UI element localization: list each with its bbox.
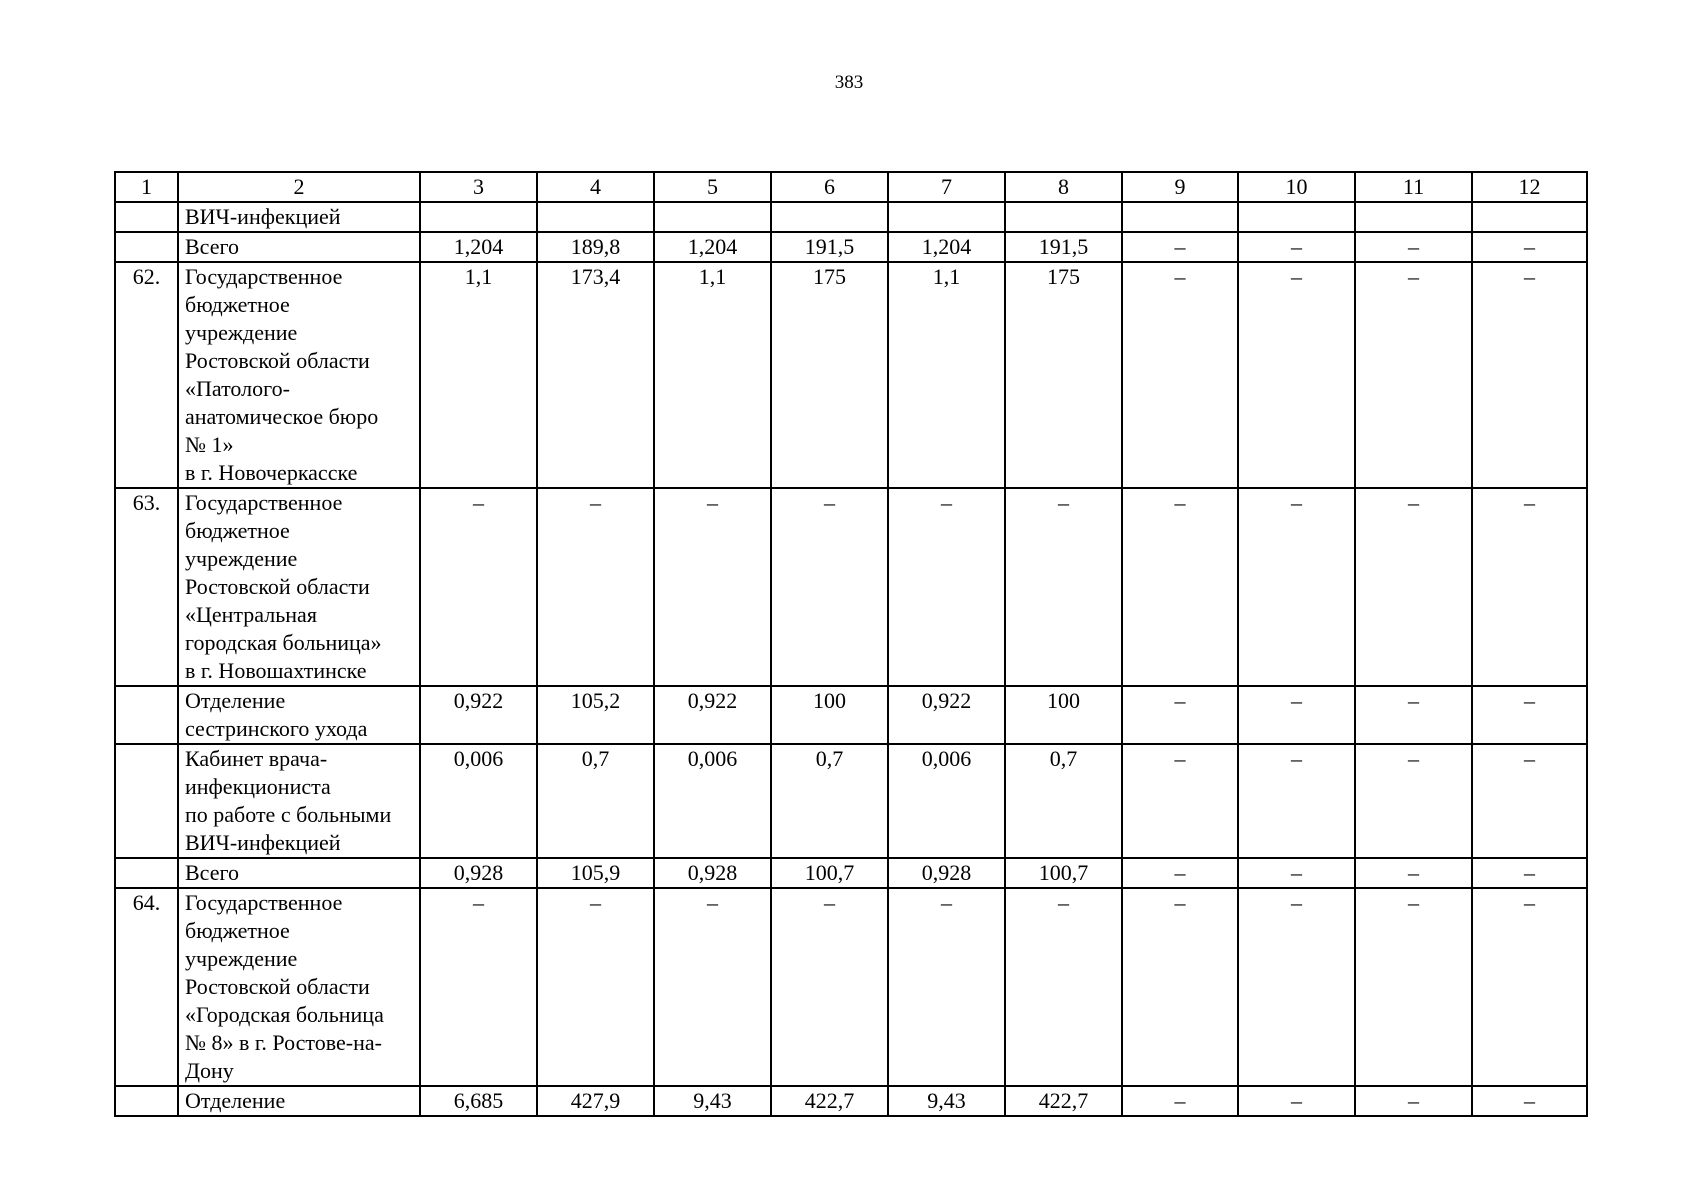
cell-value: –	[1238, 1086, 1355, 1116]
cell-value: –	[771, 888, 888, 1086]
cell-value	[420, 202, 537, 232]
cell-value: 191,5	[771, 232, 888, 262]
column-number-row	[115, 172, 1587, 202]
cell-value: 0,006	[888, 744, 1005, 858]
column-header: 11	[1355, 172, 1472, 202]
row-number	[115, 858, 178, 888]
cell-value: –	[1355, 858, 1472, 888]
cell-value	[654, 202, 771, 232]
row-name-line: учреждение	[185, 320, 298, 345]
row-name-line: бюджетное	[185, 292, 290, 317]
cell-value: 175	[1005, 262, 1122, 488]
cell-value: 1,1	[888, 262, 1005, 488]
cell-value: 100	[1005, 686, 1122, 744]
column-header: 6	[771, 172, 888, 202]
row-name-line: Дону	[185, 1058, 234, 1083]
table-row	[115, 1086, 1587, 1116]
cell-value	[1005, 202, 1122, 232]
row-name: Всего	[178, 858, 420, 888]
row-name: ВИЧ-инфекцией	[178, 202, 420, 232]
cell-value: –	[1472, 686, 1587, 744]
column-header: 9	[1122, 172, 1238, 202]
row-number	[115, 744, 178, 858]
cell-value: 0,7	[537, 744, 654, 858]
row-name-line: сестринского ухода	[185, 716, 368, 741]
cell-value: –	[1122, 744, 1238, 858]
row-name-line: инфекциониста	[185, 774, 331, 799]
cell-value: 9,43	[654, 1086, 771, 1116]
cell-value: 422,7	[771, 1086, 888, 1116]
table-row	[115, 686, 1587, 744]
row-name-line: бюджетное	[185, 918, 290, 943]
cell-value: –	[1238, 858, 1355, 888]
row-name: Отделение	[178, 1086, 420, 1116]
cell-value: –	[1238, 888, 1355, 1086]
cell-value: –	[1472, 1086, 1587, 1116]
column-header: 2	[178, 172, 420, 202]
cell-value	[1472, 202, 1587, 232]
table-row	[115, 488, 1587, 686]
column-header: 10	[1238, 172, 1355, 202]
cell-value: –	[1122, 232, 1238, 262]
column-header: 3	[420, 172, 537, 202]
cell-value: –	[1005, 888, 1122, 1086]
cell-value: 0,922	[888, 686, 1005, 744]
column-header: 12	[1472, 172, 1587, 202]
cell-value: –	[1355, 686, 1472, 744]
cell-value: –	[771, 488, 888, 686]
row-number	[115, 1086, 178, 1116]
cell-value	[537, 202, 654, 232]
cell-value: 422,7	[1005, 1086, 1122, 1116]
cell-value: –	[1355, 232, 1472, 262]
cell-value: –	[1355, 744, 1472, 858]
row-name-line: «Городская больница	[185, 1002, 384, 1027]
row-name-line: Государственное	[185, 264, 343, 289]
row-name-line: Государственное	[185, 490, 343, 515]
cell-value: 1,1	[420, 262, 537, 488]
table-row	[115, 232, 1587, 262]
cell-value	[1122, 202, 1238, 232]
column-header: 5	[654, 172, 771, 202]
cell-value: 0,7	[1005, 744, 1122, 858]
cell-value: –	[1122, 262, 1238, 488]
row-name-line: городская больница»	[185, 630, 382, 655]
row-number	[115, 202, 178, 232]
cell-value: –	[1238, 488, 1355, 686]
cell-value: 0,006	[654, 744, 771, 858]
cell-value: –	[420, 888, 537, 1086]
row-name-line: Отделение	[185, 688, 286, 713]
cell-value: 0,928	[888, 858, 1005, 888]
cell-value: –	[1122, 888, 1238, 1086]
row-name-line: Ростовской области	[185, 974, 370, 999]
table-row	[115, 744, 1587, 858]
row-name-line: Государственное	[185, 890, 343, 915]
cell-value: –	[420, 488, 537, 686]
row-name	[178, 686, 420, 744]
cell-value: 0,006	[420, 744, 537, 858]
cell-value: –	[1238, 744, 1355, 858]
cell-value: –	[1122, 686, 1238, 744]
row-name	[178, 488, 420, 686]
cell-value: –	[654, 488, 771, 686]
cell-value: –	[1238, 232, 1355, 262]
table-row	[115, 202, 1587, 232]
cell-value: –	[1238, 686, 1355, 744]
column-header: 1	[115, 172, 178, 202]
cell-value: 100	[771, 686, 888, 744]
table-row	[115, 858, 1587, 888]
row-name-line: Ростовской области	[185, 574, 370, 599]
cell-value: 191,5	[1005, 232, 1122, 262]
row-name-line: «Патолого-	[185, 376, 290, 401]
cell-value: –	[1238, 262, 1355, 488]
row-name: Всего	[178, 232, 420, 262]
cell-value: –	[1472, 744, 1587, 858]
row-name	[178, 888, 420, 1086]
row-name	[178, 262, 420, 488]
cell-value: –	[1472, 262, 1587, 488]
cell-value: 0,928	[654, 858, 771, 888]
row-name-line: Кабинет врача-	[185, 746, 328, 771]
row-name-line: по работе с больными	[185, 802, 392, 827]
cell-value: 1,204	[888, 232, 1005, 262]
row-name-line: Ростовской области	[185, 348, 370, 373]
cell-value	[771, 202, 888, 232]
cell-value: –	[1472, 488, 1587, 686]
cell-value: 0,922	[420, 686, 537, 744]
cell-value: –	[1472, 232, 1587, 262]
cell-value: –	[1355, 888, 1472, 1086]
column-header: 4	[537, 172, 654, 202]
cell-value: –	[1355, 1086, 1472, 1116]
row-name-line: № 8» в г. Ростове-на-	[185, 1030, 382, 1055]
row-number	[115, 686, 178, 744]
row-number: 64.	[115, 888, 178, 1086]
cell-value: 105,2	[537, 686, 654, 744]
cell-value: 175	[771, 262, 888, 488]
cell-value: –	[888, 888, 1005, 1086]
column-header: 8	[1005, 172, 1122, 202]
row-number: 62.	[115, 262, 178, 488]
row-name-line: учреждение	[185, 546, 298, 571]
cell-value: 189,8	[537, 232, 654, 262]
row-number	[115, 232, 178, 262]
cell-value: –	[1355, 488, 1472, 686]
cell-value: –	[1122, 1086, 1238, 1116]
cell-value: –	[1005, 488, 1122, 686]
row-name-line: в г. Новочеркасске	[185, 460, 358, 485]
data-table	[114, 171, 1588, 1117]
page-number: 383	[834, 72, 864, 93]
cell-value: 1,204	[420, 232, 537, 262]
row-name	[178, 744, 420, 858]
row-name-line: № 1»	[185, 432, 234, 457]
cell-value: 0,922	[654, 686, 771, 744]
row-name-line: учреждение	[185, 946, 298, 971]
column-header: 7	[888, 172, 1005, 202]
cell-value	[1355, 202, 1472, 232]
row-name-line: ВИЧ-инфекцией	[185, 830, 341, 855]
row-name-line: бюджетное	[185, 518, 290, 543]
cell-value: –	[1472, 858, 1587, 888]
cell-value: 105,9	[537, 858, 654, 888]
cell-value: 9,43	[888, 1086, 1005, 1116]
cell-value: –	[1122, 488, 1238, 686]
table-row	[115, 262, 1587, 488]
cell-value	[1238, 202, 1355, 232]
cell-value: –	[1355, 262, 1472, 488]
row-name-line: «Центральная	[185, 602, 317, 627]
cell-value: 1,204	[654, 232, 771, 262]
cell-value: –	[654, 888, 771, 1086]
row-number: 63.	[115, 488, 178, 686]
cell-value: 0,928	[420, 858, 537, 888]
row-name-line: в г. Новошахтинске	[185, 658, 367, 683]
cell-value	[888, 202, 1005, 232]
row-name-line: анатомическое бюро	[185, 404, 379, 429]
cell-value: –	[1122, 858, 1238, 888]
cell-value: 100,7	[771, 858, 888, 888]
cell-value: –	[888, 488, 1005, 686]
cell-value: –	[1472, 888, 1587, 1086]
cell-value: 173,4	[537, 262, 654, 488]
cell-value: 0,7	[771, 744, 888, 858]
cell-value: 6,685	[420, 1086, 537, 1116]
cell-value: 427,9	[537, 1086, 654, 1116]
table-row	[115, 888, 1587, 1086]
cell-value: 100,7	[1005, 858, 1122, 888]
cell-value: 1,1	[654, 262, 771, 488]
cell-value: –	[537, 888, 654, 1086]
cell-value: –	[537, 488, 654, 686]
